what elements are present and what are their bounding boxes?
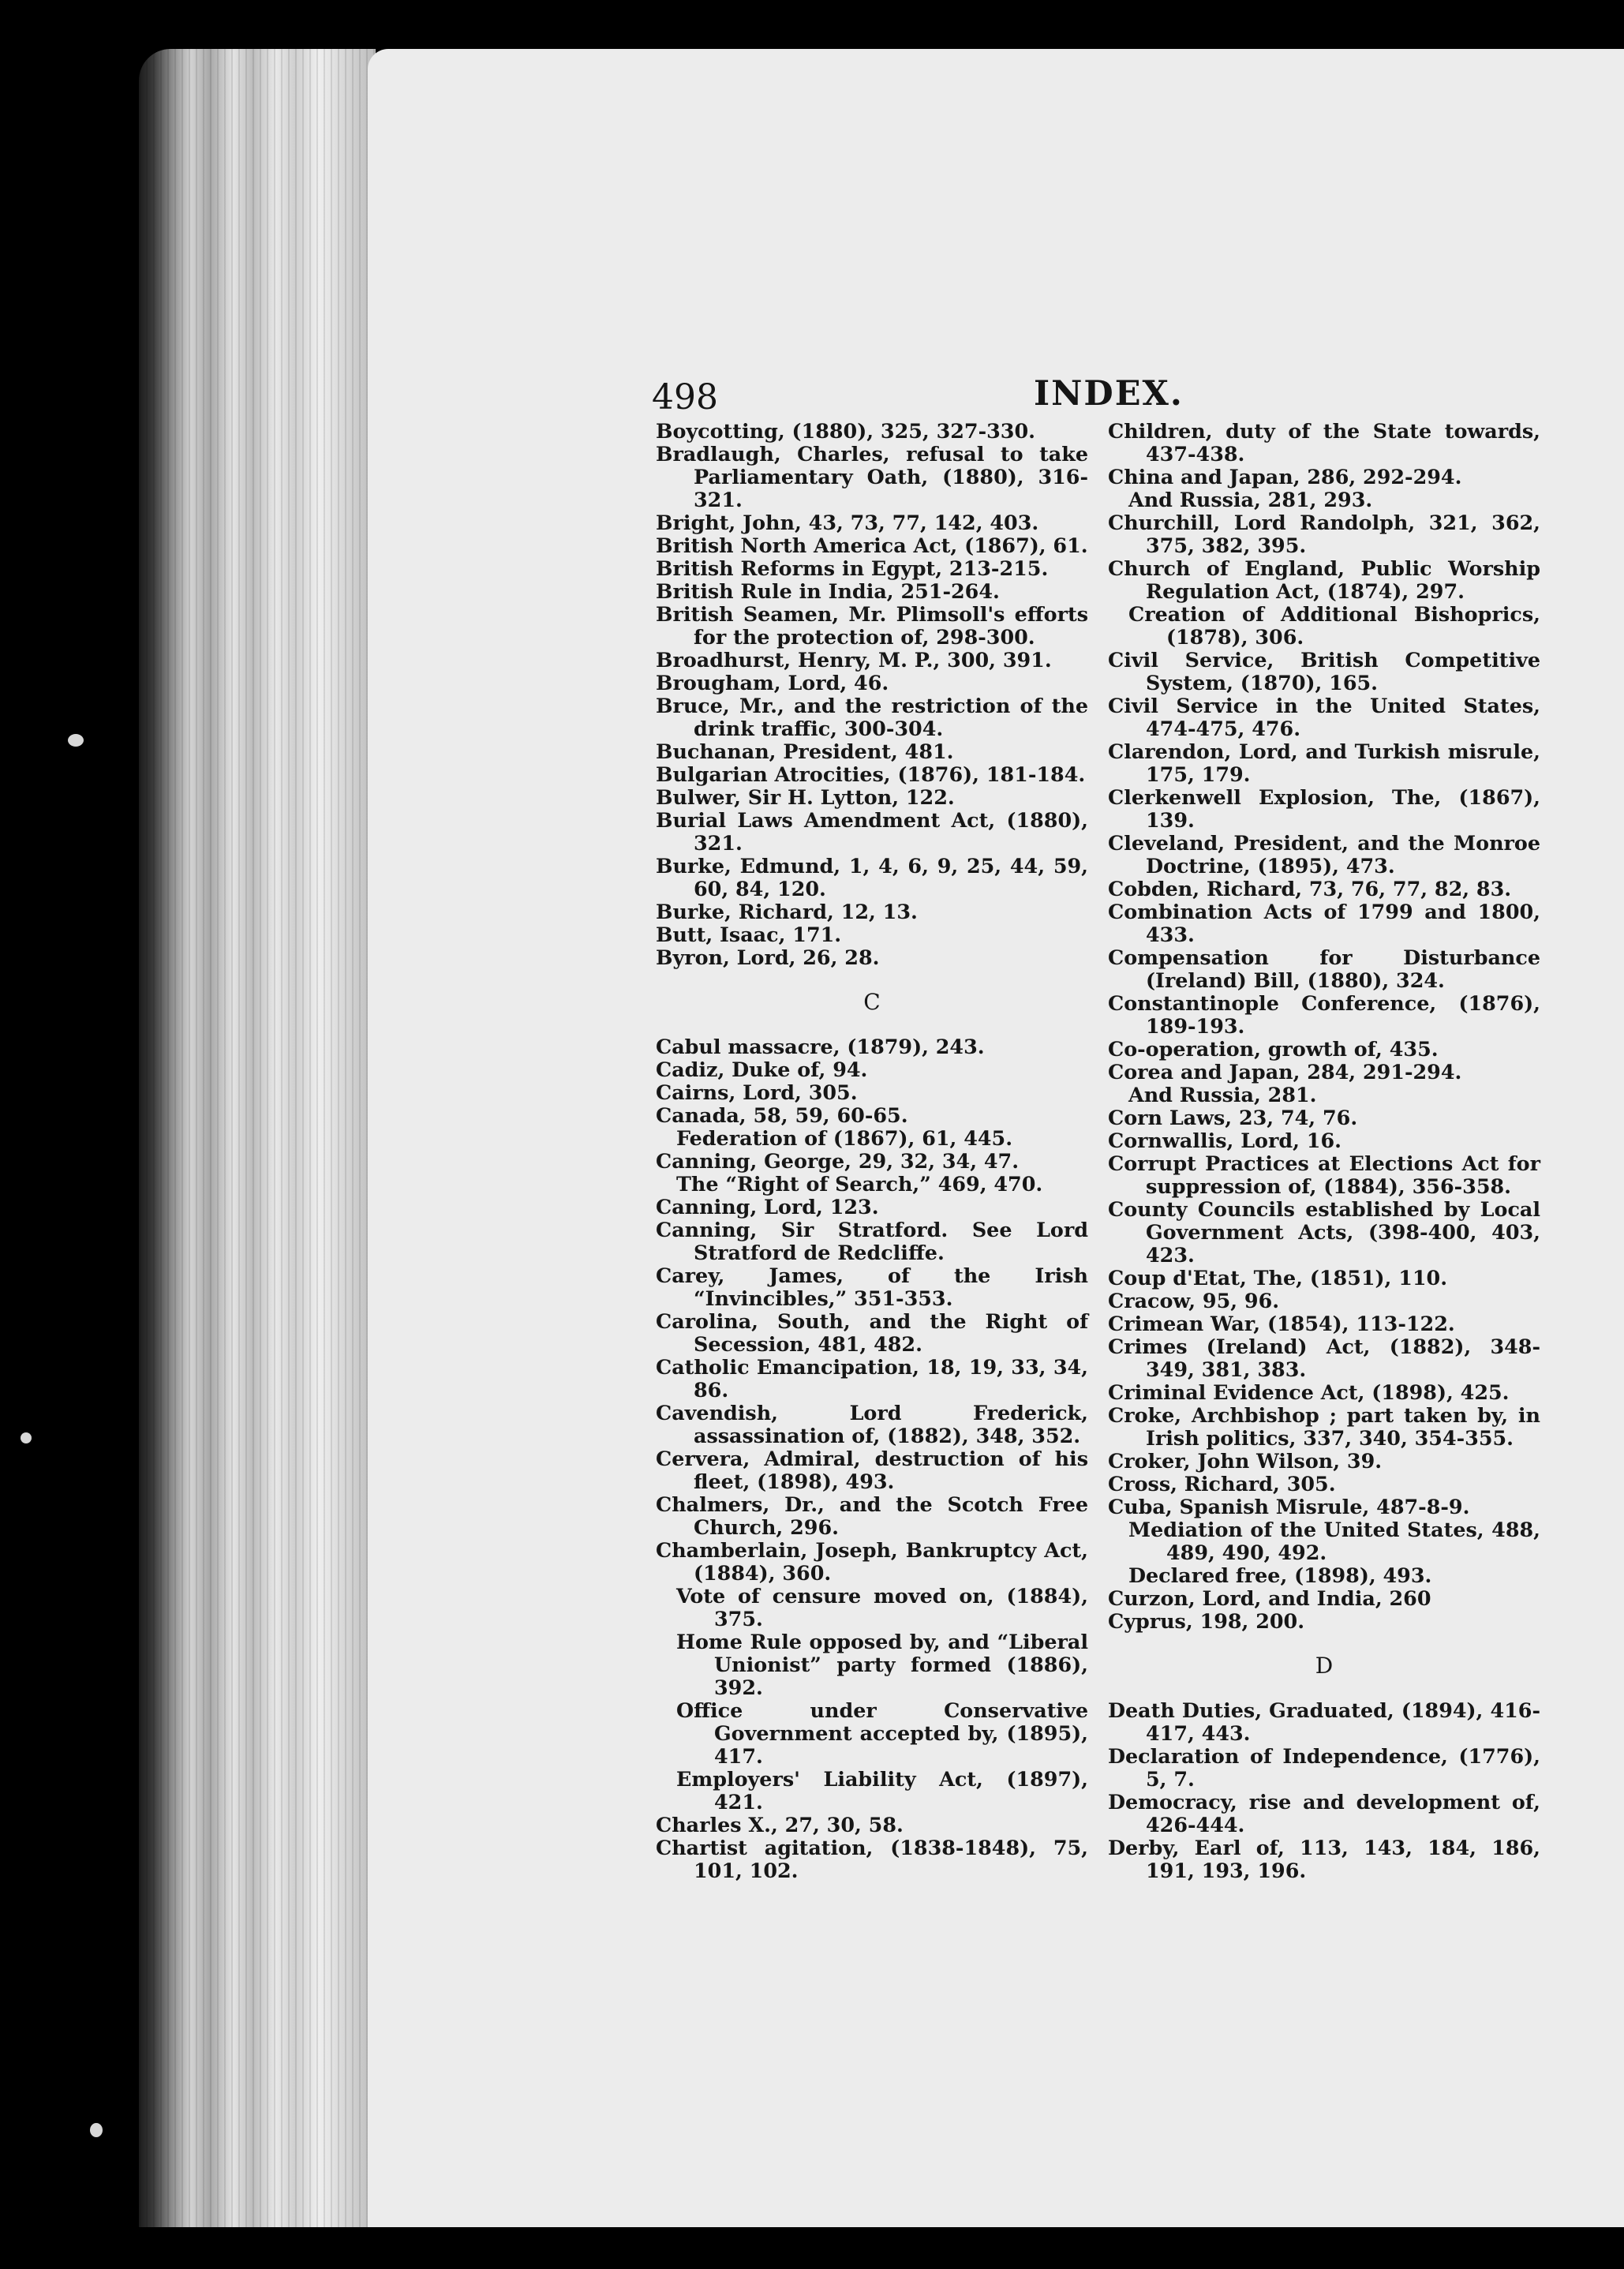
index-entry: Crimes (Ireland) Act, (1882), 348-349, 381, 383. bbox=[1108, 1335, 1540, 1381]
scan-speck bbox=[68, 734, 84, 747]
index-entry: Charles X., 27, 30, 58. bbox=[656, 1813, 904, 1837]
entries-c bbox=[656, 1035, 1088, 1882]
index-entry: Cairns, Lord, 305. bbox=[656, 1080, 858, 1104]
index-entry: Byron, Lord, 26, 28. bbox=[656, 945, 880, 969]
index-entry: Croke, Archbishop ; part taken by, in Irish politics, 337, 340, 354-355. bbox=[1108, 1403, 1540, 1450]
index-entry: Derby, Earl of, 113, 143, 184, 186, 191, 193, 196. bbox=[1108, 1836, 1540, 1882]
page-number: 498 bbox=[652, 377, 718, 417]
index-entry: Bruce, Mr., and the restriction of the drink traffic, 300-304. bbox=[656, 694, 1088, 740]
index-entry: Corrupt Practices at Elections Act for suppression of, (1884), 356-358. bbox=[1108, 1151, 1540, 1198]
index-entry: Bradlaugh, Charles, refusal to take Parliamentary Oath, (1880), 316-321. bbox=[656, 442, 1088, 511]
index-entry: Cleveland, President, and the Monroe Doctrine, (1895), 473. bbox=[1108, 831, 1540, 878]
index-entry: Declaration of Independence, (1776), 5, 7. bbox=[1108, 1744, 1540, 1791]
index-entry: County Councils established by Local Government Acts, (398-400, 403, 423. bbox=[1108, 1197, 1540, 1267]
index-entry: Corea and Japan, 284, 291-294. bbox=[1108, 1060, 1462, 1084]
index-entry: British North America Act, (1867), 61. bbox=[656, 534, 1088, 557]
index-entry: Coup d'Etat, The, (1851), 110. bbox=[1108, 1266, 1448, 1290]
index-entry: Bulwer, Sir H. Lytton, 122. bbox=[656, 785, 955, 809]
index-subentry: And Russia, 281. bbox=[1128, 1083, 1317, 1106]
index-entry: Compensation for Disturbance (Ireland) Bill, (1880), 324. bbox=[1108, 945, 1540, 992]
section-letter-c: C bbox=[863, 989, 881, 1015]
index-entry: Burial Laws Amendment Act, (1880), 321. bbox=[656, 808, 1088, 855]
index-entry: Church of England, Public Worship Regulation Act, (1874), 297. bbox=[1108, 556, 1540, 603]
index-entry: Cuba, Spanish Misrule, 487-8-9. bbox=[1108, 1495, 1470, 1518]
entries-c-continued bbox=[1108, 420, 1540, 1633]
index-entry: Criminal Evidence Act, (1898), 425. bbox=[1108, 1380, 1510, 1404]
index-subentry: Home Rule opposed by, and “Liberal Unionist” party formed (1886), 392. bbox=[676, 1630, 1088, 1699]
index-entry: British Reforms in Egypt, 213-215. bbox=[656, 556, 1049, 580]
index-column-right bbox=[1108, 420, 1540, 1882]
index-entry: Bulgarian Atrocities, (1876), 181-184. bbox=[656, 762, 1086, 786]
index-entry: Butt, Isaac, 171. bbox=[656, 923, 842, 946]
index-entry: Canning, George, 29, 32, 34, 47. bbox=[656, 1149, 1020, 1173]
index-subentry: Office under Conservative Government accepted by, (1895), 417. bbox=[676, 1698, 1088, 1768]
index-entry: Corn Laws, 23, 74, 76. bbox=[1108, 1106, 1358, 1129]
index-entry: Burke, Edmund, 1, 4, 6, 9, 25, 44, 59, 60, 84, 120. bbox=[656, 854, 1088, 900]
index-entry: Buchanan, President, 481. bbox=[656, 739, 954, 763]
index-subentry: Vote of censure moved on, (1884), 375. bbox=[676, 1584, 1088, 1631]
index-entry: Crimean War, (1854), 113-122. bbox=[1108, 1312, 1455, 1335]
index-entry: British Seamen, Mr. Plimsoll's efforts for the protection of, 298-300. bbox=[656, 602, 1088, 649]
index-subentry: The “Right of Search,” 469, 470. bbox=[676, 1172, 1043, 1196]
index-subentry: Federation of (1867), 61, 445. bbox=[676, 1126, 1013, 1150]
book-page-edges bbox=[139, 49, 376, 2227]
index-entry: Cross, Richard, 305. bbox=[1108, 1472, 1336, 1496]
index-entry: Broadhurst, Henry, M. P., 300, 391. bbox=[656, 648, 1052, 672]
index-entry: Clerkenwell Explosion, The, (1867), 139. bbox=[1108, 785, 1540, 832]
index-subentry: Creation of Additional Bishoprics, (1878), 306. bbox=[1128, 602, 1540, 649]
index-entry: Chalmers, Dr., and the Scotch Free Church, 296. bbox=[656, 1492, 1088, 1539]
index-entry: Constantinople Conference, (1876), 189-193. bbox=[1108, 991, 1540, 1038]
index-entry: Brougham, Lord, 46. bbox=[656, 671, 889, 695]
entries-b bbox=[656, 420, 1088, 969]
index-entry: Cyprus, 198, 200. bbox=[1108, 1609, 1305, 1633]
index-subentry: Mediation of the United States, 488, 489, 490, 492. bbox=[1128, 1518, 1540, 1564]
index-entry: Children, duty of the State towards, 437-438. bbox=[1108, 419, 1540, 466]
index-entry: Cadiz, Duke of, 94. bbox=[656, 1058, 868, 1081]
scan-speck bbox=[90, 2123, 103, 2137]
index-entry: Cavendish, Lord Frederick, assassination of, (1882), 348, 352. bbox=[656, 1401, 1088, 1447]
index-entry: China and Japan, 286, 292-294. bbox=[1108, 465, 1462, 489]
index-entry: British Rule in India, 251-264. bbox=[656, 579, 1000, 603]
index-entry: Canning, Sir Stratford. See Lord Stratford de Redcliffe. bbox=[656, 1218, 1088, 1264]
index-entry: Co-operation, growth of, 435. bbox=[1108, 1037, 1439, 1061]
index-entry: Canada, 58, 59, 60-65. bbox=[656, 1103, 908, 1127]
index-entry: Clarendon, Lord, and Turkish misrule, 175, 179. bbox=[1108, 739, 1540, 786]
scan-speck bbox=[21, 1432, 32, 1443]
index-entry: Cobden, Richard, 73, 76, 77, 82, 83. bbox=[1108, 877, 1512, 900]
page-title: INDEX. bbox=[1034, 374, 1184, 414]
index-entry: Carolina, South, and the Right of Secession, 481, 482. bbox=[656, 1309, 1088, 1356]
index-entry: Canning, Lord, 123. bbox=[656, 1195, 879, 1219]
index-entry: Cervera, Admiral, destruction of his fleet, (1898), 493. bbox=[656, 1447, 1088, 1493]
index-entry: Carey, James, of the Irish “Invincibles,” 351-353. bbox=[656, 1264, 1088, 1310]
index-subentry: Employers' Liability Act, (1897), 421. bbox=[676, 1767, 1088, 1814]
section-letter-d: D bbox=[1315, 1653, 1334, 1679]
index-entry: Croker, John Wilson, 39. bbox=[1108, 1449, 1383, 1473]
index-subentry: Declared free, (1898), 493. bbox=[1128, 1563, 1432, 1587]
entries-d bbox=[1108, 1699, 1540, 1882]
index-entry: Cabul massacre, (1879), 243. bbox=[656, 1035, 985, 1058]
index-entry: Civil Service in the United States, 474-475, 476. bbox=[1108, 694, 1540, 740]
index-entry: Bright, John, 43, 73, 77, 142, 403. bbox=[656, 511, 1039, 534]
index-page bbox=[368, 49, 1624, 2227]
index-entry: Cornwallis, Lord, 16. bbox=[1108, 1129, 1341, 1152]
index-entry: Boycotting, (1880), 325, 327-330. bbox=[656, 419, 1035, 443]
index-entry: Combination Acts of 1799 and 1800, 433. bbox=[1108, 900, 1540, 946]
index-entry: Curzon, Lord, and India, 260 bbox=[1108, 1586, 1431, 1610]
index-entry: Death Duties, Graduated, (1894), 416-417, 443. bbox=[1108, 1698, 1540, 1745]
index-entry: Civil Service, British Competitive System, (1870), 165. bbox=[1108, 648, 1540, 695]
index-entry: Cracow, 95, 96. bbox=[1108, 1289, 1280, 1312]
index-subentry: And Russia, 281, 293. bbox=[1128, 488, 1373, 511]
index-entry: Churchill, Lord Randolph, 321, 362, 375, 382, 395. bbox=[1108, 511, 1540, 557]
index-column-left bbox=[656, 420, 1088, 1882]
index-entry: Chartist agitation, (1838-1848), 75, 101, 102. bbox=[656, 1836, 1088, 1882]
index-entry: Burke, Richard, 12, 13. bbox=[656, 900, 918, 923]
index-entry: Catholic Emancipation, 18, 19, 33, 34, 86. bbox=[656, 1355, 1088, 1402]
index-entry: Democracy, rise and development of, 426-444. bbox=[1108, 1790, 1540, 1837]
index-entry: Chamberlain, Joseph, Bankruptcy Act, (1884), 360. bbox=[656, 1538, 1088, 1585]
